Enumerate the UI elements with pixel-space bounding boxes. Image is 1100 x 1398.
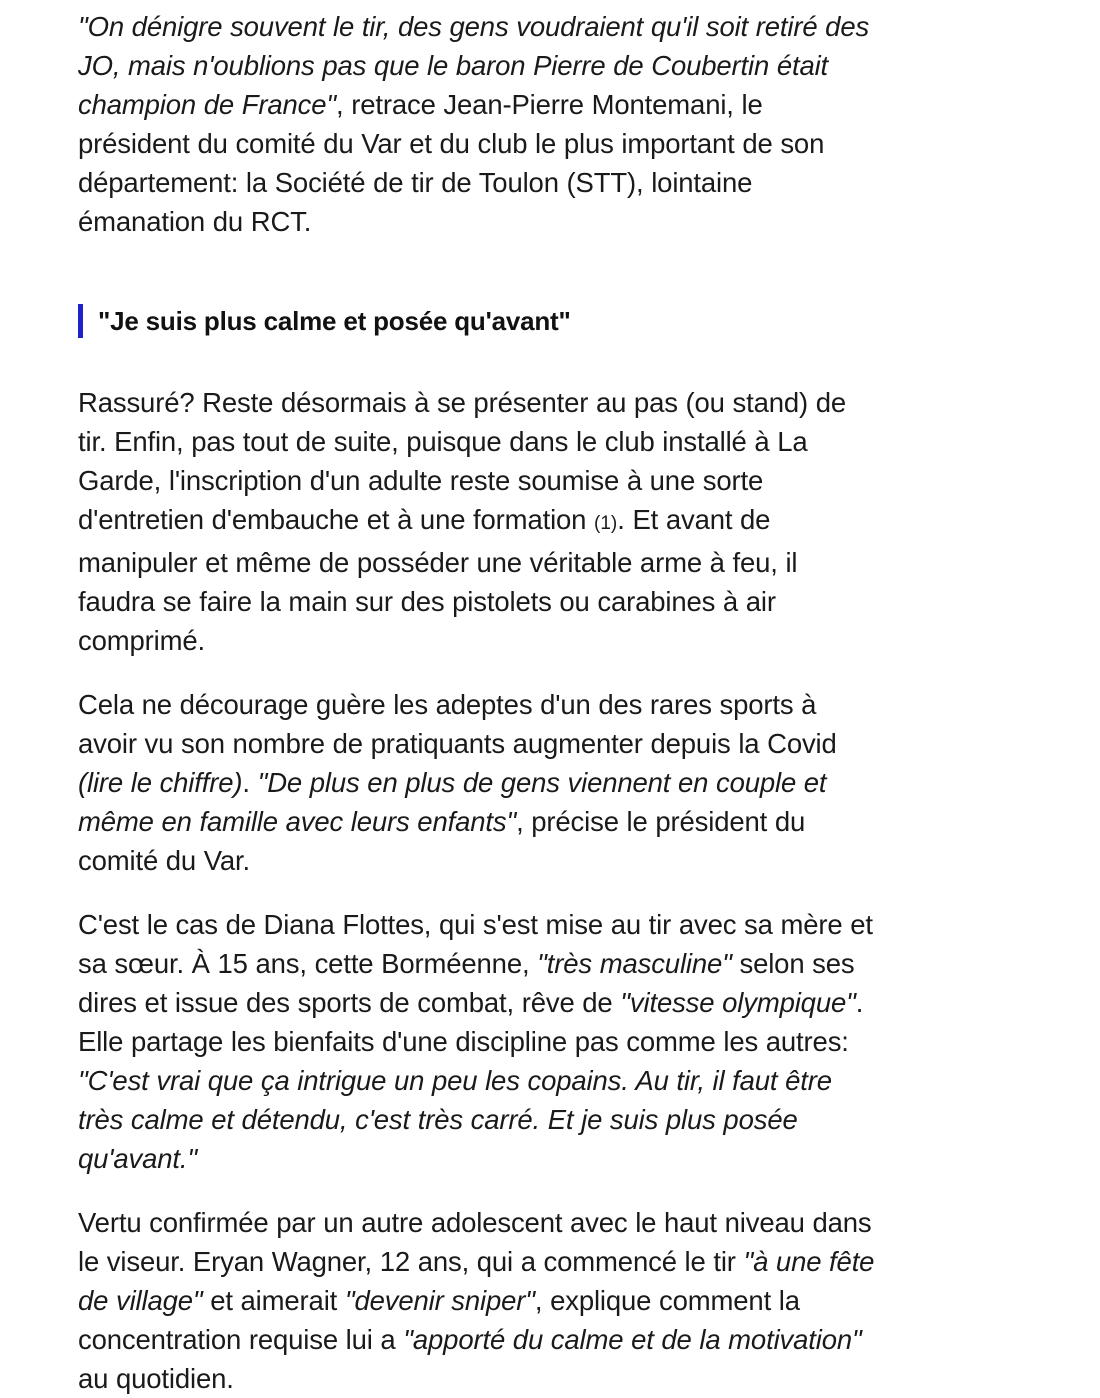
paragraph-eryan-part2: et aimerait <box>202 1285 345 1316</box>
pull-quote-familles: "De plus en plus de gens viennent en couple et même en famille avec leurs enfants" <box>78 767 827 837</box>
paragraph-diana-part1: C'est le cas de Diana Flottes, qui s'est mise au tir avec sa mère et sa sœur. À 15 ans, cette Borméenne, <box>78 909 873 979</box>
paragraph-intro <box>78 0 878 241</box>
paragraph-diana-part2: selon ses dires et issue des sports de combat, rêve de <box>78 948 855 1018</box>
inline-link-lire-le-chiffre[interactable]: (lire le chiffre) <box>78 767 243 798</box>
paragraph-inscription-part2: . Et avant de manipuler et même de posséder une véritable arme à feu, il faudra se faire la main sur des pistolets ou carabines à air comprimé. <box>78 504 798 656</box>
quote-tres-masculine: "très masculine" <box>537 948 732 979</box>
paragraph-inscription <box>78 383 878 660</box>
accent-bar-icon <box>78 304 83 338</box>
paragraph-diana-flottes <box>78 905 878 1178</box>
section-heading <box>78 304 878 338</box>
quote-diana-long: "C'est vrai que ça intrigue un peu les copains. Au tir, il faut être très calme et détendu, c'est très carré. Et je suis plus posée qu'avant." <box>78 1065 832 1174</box>
paragraph-pratiquants <box>78 685 878 880</box>
paragraph-pratiquants-part1: Cela ne décourage guère les adeptes d'un des rares sports à avoir vu son nombre de pratiquants augmenter depuis la Covid <box>78 689 837 759</box>
quote-apporte-du-calme: "apporté du calme et de la motivation" <box>403 1324 862 1355</box>
quote-devenir-sniper: "devenir sniper" <box>344 1285 535 1316</box>
paragraph-diana-part3: . Elle partage les bienfaits d'une discipline pas comme les autres: <box>78 987 864 1057</box>
footnote-marker[interactable]: (1) <box>594 513 618 534</box>
section-heading-label: "Je suis plus calme et posée qu'avant" <box>98 306 571 336</box>
paragraph-pratiquants-part3: , précise le président du comité du Var. <box>78 806 806 876</box>
pull-quote-coubertin: "On dénigre souvent le tir, des gens voudraient qu'il soit retiré des JO, mais n'oublions pas que le baron Pierre de Coubertin était champion de France" <box>78 11 870 120</box>
paragraph-eryan-part4: au quotidien. <box>78 1363 234 1394</box>
paragraph-eryan-wagner <box>78 1203 878 1398</box>
paragraph-inscription-part1: Rassuré? Reste désormais à se présenter au pas (ou stand) de tir. Enfin, pas tout de suite, puisque dans le club installé à La Garde, l'inscription d'un adulte reste soumise à une sorte d'entretien d'embauche et à une formation <box>78 387 846 535</box>
paragraph-eryan-part1: Vertu confirmée par un autre adolescent avec le haut niveau dans le viseur. Eryan Wagner, 12 ans, qui a commencé le tir <box>78 1207 872 1277</box>
paragraph-eryan-part3: , explique comment la concentration requise lui a <box>78 1285 800 1355</box>
quote-vitesse-olympique: "vitesse olympique" <box>620 987 856 1018</box>
paragraph-intro-rest: , retrace Jean-Pierre Montemani, le président du comité du Var et du club le plus important de son département: la Société de tir de Toulon (STT), lointaine émanation du RCT. <box>78 89 825 237</box>
quote-fete-de-village: "à une fête de village" <box>78 1246 875 1316</box>
paragraph-pratiquants-part2: . <box>242 767 258 798</box>
